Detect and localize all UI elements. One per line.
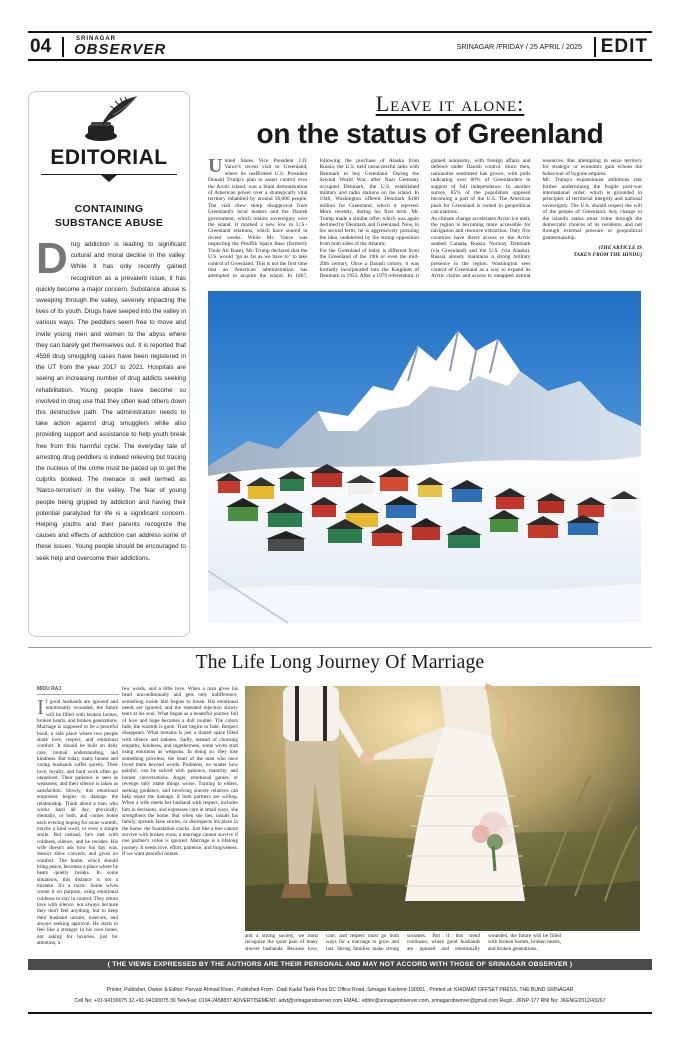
article-paragraph: For the Greenland of today is different from the Greenland of the 19th or even the mid-20th century. Once a Danish colony, it was formally incorporated into the Kingdom of Denmark in 1953. After a 1979 referendum, it gained autonomy, with foreign affairs and defence under Danish control. Since then, nationalist sentiment has grown, with polls indicating over 80% of Greenlanders in support of full independence. In another survey, 85% of the population opposed becoming a part of the U.S. The American push for Greenland is rooted in geopolitical calculations.: [319, 158, 531, 280]
section-divider: [28, 647, 652, 648]
marriage-column-1: [37, 695, 119, 947]
article-paragraph: As climate change accelerates Arctic ice melt, the region is becoming more accessible for navigation and resource extraction. Only five countries have direct access to the Arctic seabed: Canada, Russia, Norway, Denmark (via Greenland) and the U.S. (via Alaska). Russia already maintains a strong military presence in the region. Washington sees control of Greenland as a way to expand its Arctic claims and access to untapped natural resources. But attempting to seize territory for strategic or economic gain echoes the behaviour of bygone empires.: [431, 158, 642, 280]
credit-line: (THE ARTICLE IS: [598, 245, 642, 252]
couple-holding-hands-image: [245, 686, 640, 931]
article-kicker: Leave it alone:: [375, 91, 525, 116]
disclaimer-banner: ( THE VIEWS EXPRESSED BY THE AUTHORS ARE THEIR PERSONAL AND MAY NOT ACCORD WITH THOSE OF SRINAGAR OBSERVER ): [28, 959, 652, 970]
editorial-headline-line2: SUBSTANCE ABUSE: [54, 217, 164, 229]
greenland-photo: [208, 291, 641, 623]
article-headline: on the status of Greenland: [256, 118, 604, 149]
editorial-text: rug addiction is leading to significant cultural and moral decline in the valley. While it has only recently gained recognition as a prevalent issue, it has quickly become a major concern. Substance abuse is sweeping through the valley, severely impacting the lives of its youth. Drugs have seeped into the valley in various ways. The peddlers seem free to move and invite young men and women to the abyss where they can barely get themselves out. It is reported that 4598 drug smuggling cases have been registered in the UT from the year 2017 to 2021. Hospitals are seeing an increasing number of drug addicts seeking rehabilitation. Young people have become so involved in drug use that they often lead others down this destructive path. The administration needs to take action against drug smugglers while also providing support and assistance to help youth break free from this harmful cycle. The everyday tale of arresting drug peddlers is indeed relieving but tracing the nucleus of the crime must be paced up to get the culprits booked. The menace is well termed as 'Narco-terrorism' in the valley. The fear of young people being gripped by addiction and having their potential paralyzed for life is a significant concern. Helping youths and their parents recognize the causes and effects of addiction can address some of these issues. Young people should be encouraged to seek help and overcome their addictions.: [36, 241, 186, 562]
article-paragraph: Mr. Trump's expansionist ambitions risk further undermining the fragile post-war international order, which is grounded in principles of territorial integrity and national sovereignty. The U.S. should respect the will of the people of Greenland. Any change in the island's status must come through the democratic choices of its residents, and not through external pressure or geopolitical gamesmanship.: [542, 177, 642, 241]
drop-cap: D: [36, 234, 68, 283]
paragraph-text: nited States Vice President J.D. Vance's recent visit to Greenland, where he reaffirmed U.S. President Donald Trump's plan to assert control over the Arctic island, was a blunt demonstration of American power over a strategically vital territory inhabited by around 56,000 people. The visit drew sharp disapproval from Greenland's local leaders and the Danish government, which retains sovereignty over the island. It marked a new low in U.S.-Greenland relations, which have soured in recent weeks. While Mr. Vance was inspecting the Pituffik Space Base (formerly Thule Air Base), Mr. Trump declared that the U.S. would "go as far as we have to" to take control of Greenland. This is not the first time that an American administration has attempted to acquire the island. In 1867, following the purchase of Alaska from Russia, the U.S. held unsuccessful talks with Denmark to buy Greenland. During the Second World War, after Nazi Germany occupied Denmark, the U.S. established military and radio stations on the island. In 1946, Washington offered Denmark $100 million for Greenland, which it rejected. More recently, during his first term, Mr. Trump made a similar offer, which was again declined by Denmark and Greenland. Now, in his second term, he is aggressively pursuing the idea, undeterred by the strong opposition from both sides of the Atlantic.: [208, 158, 419, 280]
marriage-headline: The Life Long Journey Of Marriage: [195, 652, 485, 673]
article-credit: [543, 245, 643, 258]
footer-rule: [28, 1012, 652, 1014]
dateline: SRINAGAR /FRIDAY / 25 APRIL / 2025: [456, 42, 582, 51]
masthead: [28, 31, 652, 61]
brand-small: SRINAGAR: [76, 36, 117, 42]
imprint-line: Printer, Publisher, Owner & Editor: Parvaiz Ahmad Khan , Published From : Dadi Kadal Tanki Pora DC Office Road, Srinagar Kashmir-190001 , Printed at: KHIDMAT OFFSET PRESS, THE BUND SRINAGAR: [106, 987, 574, 993]
credit-line: TAKEN FROM THE HINDU): [573, 251, 642, 258]
page-number: 04: [30, 36, 52, 57]
section-label: EDIT: [600, 36, 648, 57]
imprint: [28, 985, 652, 1007]
brand-logo: [74, 36, 166, 58]
marriage-column-2: few words, and a little love. When a man gives his heart unconditionally and gets only indifference, something inside him begins to break. His emotional needs are ignored, and the repeated rejection slowly tears at his soul. What began as a beautiful journey full of love and hope becomes a dull routine. The colors fade, the warmth is gone. Trust begins to fade. Respect disappears. What remains is just a shared space filled with silence and sadness. Sadly, instead of choosing empathy, kindness, and togetherness, some wives start using emotions as weapons. In doing so, they lose something priceless, the heart of the man who once loved them beyond words. Problems, no matter how painful, can be solved with patience, maturity, and honest conversations. Anger, emotional games, or revenge only make things worse. Turning to elders, seeking guidance, and involving sincere relatives can help repair the damage, if both partners are willing. When a wife meets her husband with respect, includes him in decisions, and expresses care in small ways, she strengthens the home. But when she lies, insults his family, spreads false stories, or disrespects his place in the home, the foundation cracks. Just like a tree cannot survive with broken roots, a marriage cannot survive if one partner's value is ignored. Marriage is a lifelong journey. It needs love, effort, patience, and forgiveness. If we want peaceful homes: [122, 686, 238, 857]
greenland-landscape-image: [208, 291, 641, 623]
couple-photo: [245, 686, 640, 931]
brand-big: OBSERVER: [74, 41, 167, 58]
divider-arrow: [101, 175, 117, 182]
byline: MIDU RAJ: [37, 686, 62, 692]
divider: [62, 37, 64, 57]
column-text: f good husbands are ignored and emotionally wounded, the future will be filled with broken homes, broken hearts, and broken generations. Marriage is supposed to be a peaceful bond, a safe place where two people share love, respect, and emotional comfort. It should be built on daily care, mutual understanding, and kindness. But today, many honest and caring husbands suffer quietly. Their love, loyalty, and hard work often go unnoticed. Their patience is seen as weakness, and their silence is taken as satisfaction. Slowly, this emotional emptiness begins to damage the relationship. Think about a man who works hard all day, physically, mentally, or both, and comes home each evening hoping for some warmth, maybe a kind word, or even a simple smile. But instead, he's met with coldness, silence, and he recedes. His wife doesn't ask how his day was, doesn't show concern, and gives no comfort. The home, which should bring peace, becomes a place where he hears quietly breaks. In some situations, this distance is not a mistake. It's a tactic. Some wives create it on purpose, using emotional coldness to stay in control. They return love with silence, not always because they don't feel anything, but to keep their husband unsure, insecure, and always seeking approval. He starts to feel like a stranger in his own home, not asking for luxuries, just for attention, a: [37, 699, 119, 947]
joined-hands: [360, 751, 374, 765]
article-body: [208, 155, 642, 286]
marriage-continuation: and a strong society, we must recognize the quiet pain of many sincere husbands. Because love, care, and respect must go both ways for a marriage to grow and last. Strong families make strong societies. But if this trend continues, where good husbands are ignored and emotionally wounded, the future will be filled with broken homes, broken hearts, and broken generations.: [245, 933, 561, 952]
quill-ink-icon: [79, 95, 139, 143]
editorial-title: EDITORIAL: [50, 146, 168, 169]
editorial-headline: [29, 202, 189, 230]
drop-cap: I: [37, 695, 44, 719]
imprint-line: Cell No: +91-94190075 32,+91-94190075 30 Tele/Fax: 0194-2458837 ADVERTISEMENT: advt@srinagarobserver.com EMAIL: editor@srinagarobserver.com, srinagarobserver@gmail.com Regd.: JKNP-177 RNI No: JKENG/2012/43267: [74, 998, 606, 1004]
editorial-box: [28, 91, 190, 637]
editorial-body: [36, 234, 186, 564]
drop-cap: U: [208, 155, 223, 177]
editorial-headline-line1: CONTAINING: [74, 203, 144, 215]
divider: [594, 37, 596, 57]
divider: [37, 694, 119, 695]
